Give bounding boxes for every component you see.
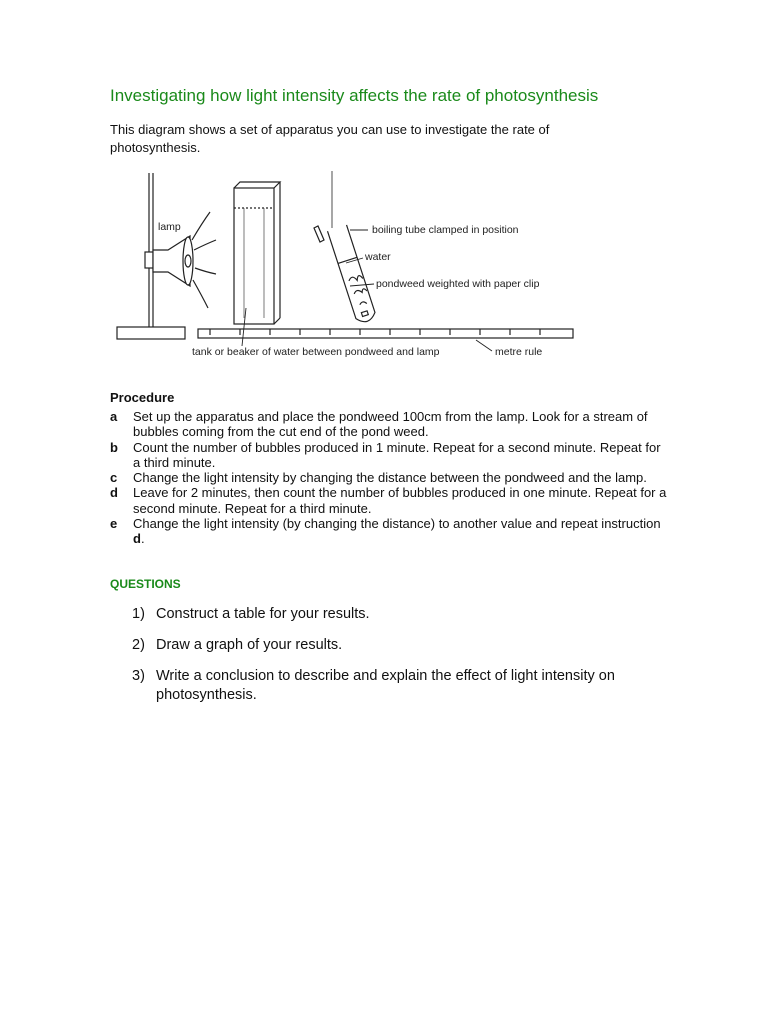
- procedure-step-b: [110, 440, 670, 471]
- step-text-bold: d: [133, 531, 141, 547]
- step-text-end: .: [140, 531, 145, 547]
- question-item: [132, 636, 662, 655]
- step-letter: a: [110, 409, 118, 424]
- question-item: [132, 605, 662, 624]
- step-letter: b: [110, 439, 118, 455]
- step-text: Set up the apparatus and place the pondweed 100cm from the lamp. Look for a stream of bubbles coming from the cut end of the pond weed.: [133, 409, 648, 440]
- question-number: 1): [132, 606, 145, 622]
- label-tank: tank or beaker of water between pondweed and lamp: [192, 346, 440, 358]
- label-metre-rule: metre rule: [495, 346, 543, 358]
- step-text-main: Change the light intensity (by changing the distance) to another value and repeat instruction: [133, 516, 661, 532]
- procedure-step-a: [110, 409, 670, 440]
- lamp-clamp: [145, 252, 153, 268]
- label-boiling-tube: boiling tube clamped in position: [372, 224, 519, 236]
- step-text: [133, 516, 670, 547]
- question-item: [132, 667, 662, 705]
- step-text: Change the light intensity by changing the distance between the pondweed and the lamp.: [133, 470, 647, 486]
- page-title: Investigating how light intensity affects the rate of photosynthesis: [110, 86, 599, 105]
- label-pondweed: pondweed weighted with paper clip: [376, 278, 540, 290]
- procedure-steps: [110, 409, 670, 547]
- apparatus-diagram: [110, 168, 580, 368]
- intro-paragraph: This diagram shows a set of apparatus you can use to investigate the rate of photosynthesis.: [110, 122, 550, 155]
- step-letter: c: [110, 470, 118, 486]
- question-number: 2): [132, 637, 145, 653]
- label-water: water: [365, 251, 391, 263]
- questions-list: [132, 605, 662, 717]
- step-letter: d: [110, 485, 118, 501]
- question-text: Construct a table for your results.: [156, 606, 370, 622]
- question-text: Draw a graph of your results.: [156, 637, 343, 653]
- boiling-tube: [328, 225, 377, 324]
- step-text: Leave for 2 minutes, then count the number of bubbles produced in one minute. Repeat for a second minute. Repeat for a third minute.: [133, 485, 667, 516]
- procedure-step-e: [110, 516, 670, 547]
- step-text: Count the number of bubbles produced in 1 minute. Repeat for a second minute. Repeat for a third minute.: [133, 439, 661, 470]
- procedure-step-d: [110, 485, 670, 516]
- procedure-step-c: [110, 470, 670, 485]
- step-letter: e: [110, 516, 118, 532]
- procedure-heading: Procedure: [110, 390, 175, 405]
- label-lamp: lamp: [158, 221, 181, 233]
- stand-base: [117, 327, 185, 339]
- question-number: 3): [132, 668, 145, 684]
- questions-heading: QUESTIONS: [110, 577, 181, 591]
- question-text: Write a conclusion to describe and explain the effect of light intensity on photosynthesis.: [156, 668, 615, 703]
- metre-rule: [198, 329, 573, 338]
